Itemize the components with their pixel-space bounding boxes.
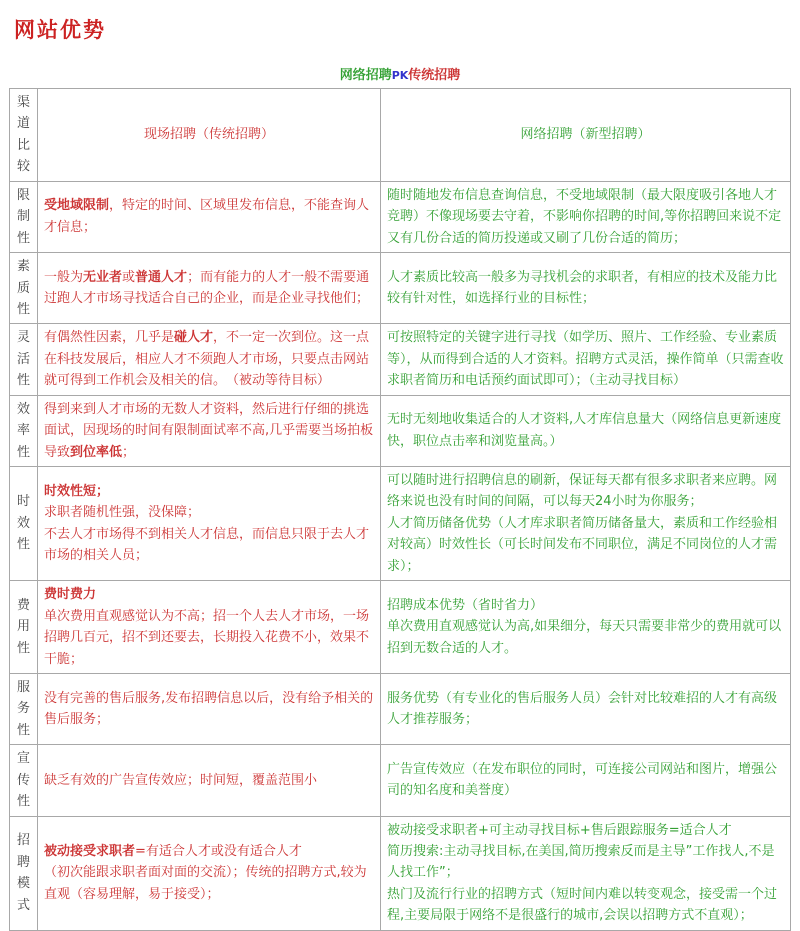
row-label: 效率性 bbox=[10, 395, 38, 466]
table-row bbox=[10, 816, 791, 930]
online-text: 服务优势（有专业化的售后服务人员）会针对比较难招的人才有高级人才推荐服务； bbox=[387, 690, 778, 728]
online-cell bbox=[381, 581, 791, 674]
traditional-emphasis: 碰人才 bbox=[174, 330, 214, 346]
row-label: 限制性 bbox=[10, 181, 38, 252]
subtitle-traditional-segment: 传统招聘 bbox=[408, 68, 461, 83]
table-row bbox=[10, 467, 791, 581]
table-row bbox=[10, 253, 791, 324]
traditional-cell bbox=[38, 467, 381, 581]
online-paragraph bbox=[387, 841, 784, 884]
online-text: 广告宣传效应（在发布职位的同时，可连接公司网站和图片，增强公司的知名度和美誉度） bbox=[387, 761, 778, 799]
table-header-row bbox=[10, 89, 791, 182]
online-text: 招聘成本优势（省时省力） bbox=[387, 597, 544, 613]
online-cell bbox=[381, 745, 791, 816]
table-row bbox=[10, 181, 791, 252]
traditional-paragraph bbox=[44, 524, 374, 567]
traditional-paragraph bbox=[44, 195, 374, 238]
traditional-text: ，特定的时间、区域里发布信息，不能查询人才信息； bbox=[44, 198, 370, 235]
row-label: 灵活性 bbox=[10, 324, 38, 395]
traditional-text: ； bbox=[122, 444, 136, 460]
traditional-cell bbox=[38, 324, 381, 395]
traditional-cell bbox=[38, 816, 381, 930]
online-cell bbox=[381, 253, 791, 324]
online-cell bbox=[381, 673, 791, 744]
traditional-paragraph bbox=[44, 327, 374, 391]
row-label: 宣传性 bbox=[10, 745, 38, 816]
traditional-paragraph bbox=[44, 584, 374, 605]
traditional-emphasis: 受地域限制 bbox=[44, 198, 110, 214]
traditional-paragraph bbox=[44, 502, 374, 523]
traditional-text: 单次费用直观感觉认为不高；招一个人去人才市场，一场招聘几百元，招不到还要去，长期投入花费不小，效果不干脆； bbox=[44, 608, 370, 667]
online-cell bbox=[381, 181, 791, 252]
table-row bbox=[10, 324, 791, 395]
online-paragraph bbox=[387, 513, 784, 577]
online-paragraph bbox=[387, 688, 784, 731]
online-paragraph bbox=[387, 327, 784, 391]
row-label: 服务性 bbox=[10, 673, 38, 744]
row-label: 素质性 bbox=[10, 253, 38, 324]
header-traditional-cell: 现场招聘（传统招聘） bbox=[38, 89, 381, 182]
traditional-cell bbox=[38, 395, 381, 466]
traditional-text: =有适合人才或没有适合人才 bbox=[135, 844, 302, 859]
traditional-cell bbox=[38, 673, 381, 744]
online-paragraph bbox=[387, 185, 784, 249]
online-cell bbox=[381, 395, 791, 466]
comparison-table bbox=[9, 88, 791, 931]
traditional-emphasis: 被动接受求职者 bbox=[44, 844, 136, 859]
online-paragraph bbox=[387, 267, 784, 310]
traditional-text: 有偶然性因素，几乎是 bbox=[44, 330, 175, 346]
traditional-paragraph bbox=[44, 399, 374, 463]
row-label: 时效性 bbox=[10, 467, 38, 581]
traditional-text: 不去人才市场得不到相关人才信息，而信息只限于去人才市场的相关人员； bbox=[44, 526, 370, 564]
online-paragraph bbox=[387, 820, 784, 841]
online-cell bbox=[381, 467, 791, 581]
subtitle-pk-segment: PK bbox=[391, 69, 409, 82]
online-text: 无时无刻地收集适合的人才资料,人才库信息量大（网络信息更新速度快，职位点击率和浏览量高。） bbox=[387, 412, 782, 449]
traditional-text: 没有完善的售后服务,发布招聘信息以后，没有给予相关的售后服务； bbox=[44, 690, 374, 728]
traditional-paragraph bbox=[44, 267, 374, 310]
header-online-cell: 网络招聘（新型招聘） bbox=[381, 89, 791, 182]
online-cell bbox=[381, 324, 791, 395]
traditional-text: 得到来到人才市场的无数人才资料，然后进行仔细的挑选面试，因现场的时间有限制面试率不高,几乎需要当场拍板导致 bbox=[44, 401, 374, 460]
traditional-paragraph bbox=[44, 841, 374, 862]
subtitle-online-segment: 网络招聘 bbox=[339, 68, 392, 83]
online-cell bbox=[381, 816, 791, 930]
header-label-cell: 渠道比较 bbox=[10, 89, 38, 182]
traditional-paragraph bbox=[44, 481, 374, 502]
table-row bbox=[10, 745, 791, 816]
traditional-emphasis: 普通人才 bbox=[135, 269, 188, 285]
online-text: 简历搜索:主动寻找目标,在美国,简历搜索反而是主导”工作找人,不是人找工作”； bbox=[387, 844, 775, 881]
page-title: 网站优势 bbox=[14, 18, 106, 42]
online-paragraph bbox=[387, 595, 784, 616]
online-text: 被动接受求职者+可主动寻找目标+售后跟踪服务=适合人才 bbox=[387, 822, 732, 838]
online-text: 可以随时进行招聘信息的刷新，保证每天都有很多求职者来应聘。网络来说也没有时间的间隔，可以每天24小时为你服务； bbox=[387, 473, 778, 510]
online-text: 人才素质比较高一般多为寻找机会的求职者，有相应的技术及能力比较有针对性，如选择行业的目标性； bbox=[387, 269, 778, 307]
traditional-text: 一般为 bbox=[44, 269, 84, 285]
online-paragraph bbox=[387, 470, 784, 513]
traditional-emphasis: 费时费力 bbox=[44, 587, 97, 603]
traditional-paragraph bbox=[44, 770, 374, 791]
row-label: 招聘模式 bbox=[10, 816, 38, 930]
traditional-text: （初次能跟求职者面对面的交流）；传统的招聘方式,较为直观（容易理解，易于接受）； bbox=[44, 865, 367, 902]
comparison-subtitle bbox=[0, 64, 800, 83]
table-row bbox=[10, 673, 791, 744]
online-text: 热门及流行行业的招聘方式（短时间内难以转变观念，接受需一个过程,主要局限于网络不是很盛行的城市,会误以招聘方式不直观）； bbox=[387, 886, 778, 924]
traditional-cell bbox=[38, 745, 381, 816]
traditional-paragraph bbox=[44, 862, 374, 905]
traditional-text: ，不一定一次到位。这一点在科技发展后，相应人才不须跑人才市场，只要点击网站就可得到工作机会及相关的信。 （被动等待目标） bbox=[44, 330, 370, 389]
online-text: 可按照特定的关键字进行寻找（如学历、照片、工作经验、专业素质等），从而得到合适的人才资料。招聘方式灵活，操作简单（只需查收求职者简历和电话预约面试即可）；（主动寻找目标） bbox=[387, 330, 784, 389]
traditional-text: ；而有能力的人才一般不需要通过跑人才市场寻找适合自己的企业，而是企业寻找他们； bbox=[44, 269, 370, 307]
traditional-text: 缺乏有效的广告宣传效应；时间短，覆盖范围小 bbox=[44, 772, 318, 788]
online-text: 人才简历储备优势（人才库求职者简历储备量大，素质和工作经验相对较高）时效性长（可长时间发布不同职位，满足不同岗位的人才需求）； bbox=[387, 515, 778, 574]
traditional-cell bbox=[38, 181, 381, 252]
traditional-cell bbox=[38, 581, 381, 674]
online-text: 随时随地发布信息查询信息，不受地域限制（最大限度吸引各地人才竞聘）不像现场要去守着，不影响你招聘的时间,等你招聘回来说不定又有几份合适的简历投递或又刷了几份合适的简历； bbox=[387, 187, 782, 246]
online-paragraph bbox=[387, 616, 784, 659]
traditional-text: 求职者随机性强，没保障； bbox=[44, 505, 201, 521]
online-paragraph bbox=[387, 884, 784, 927]
traditional-emphasis: 时效性短； bbox=[44, 483, 110, 499]
traditional-paragraph bbox=[44, 606, 374, 670]
traditional-emphasis: 到位率低 bbox=[70, 444, 123, 460]
online-paragraph bbox=[387, 409, 784, 452]
traditional-emphasis: 无业者 bbox=[83, 269, 123, 285]
table-row bbox=[10, 395, 791, 466]
traditional-cell bbox=[38, 253, 381, 324]
table-row bbox=[10, 581, 791, 674]
online-text: 单次费用直观感觉认为高,如果细分，每天只需要非常少的费用就可以招到无数合适的人才。 bbox=[387, 619, 782, 656]
row-label: 费用性 bbox=[10, 581, 38, 674]
traditional-text: 或 bbox=[122, 269, 136, 285]
traditional-paragraph bbox=[44, 688, 374, 731]
comparison-table-body bbox=[10, 89, 791, 931]
online-paragraph bbox=[387, 759, 784, 802]
